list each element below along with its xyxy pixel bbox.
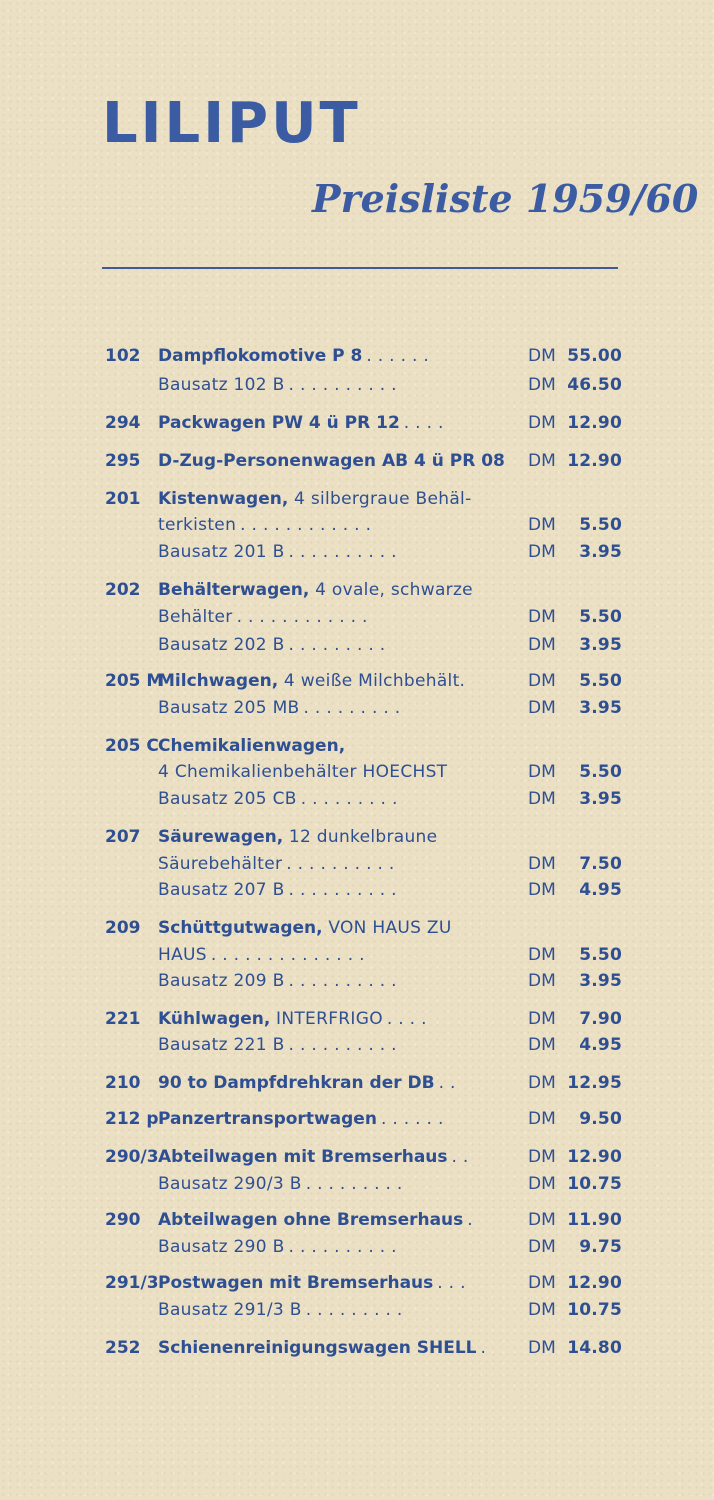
item-description	[158, 824, 514, 850]
item-detail: Bausatz 102 B	[158, 375, 285, 395]
list-item	[0, 733, 714, 759]
leader-dots: .	[480, 1338, 492, 1358]
item-description	[158, 1006, 514, 1032]
price-value: 14.80	[567, 1338, 622, 1358]
currency-label: DM	[528, 671, 556, 691]
currency-label: DM	[528, 854, 556, 874]
item-name: Panzertransportwagen	[158, 1109, 377, 1129]
price-value: 7.90	[579, 1009, 622, 1029]
price-value: 3.95	[579, 789, 622, 809]
price-value: 46.50	[567, 375, 622, 395]
leader-dots: ..........	[288, 880, 403, 900]
list-item	[0, 968, 714, 994]
list-item	[0, 1234, 714, 1260]
leader-dots	[452, 918, 456, 938]
item-name: Abteilwagen ohne Bremserhaus	[158, 1210, 464, 1230]
leader-dots: ............	[240, 515, 377, 535]
currency-label: DM	[528, 1174, 556, 1194]
item-description	[158, 577, 514, 603]
currency-label: DM	[528, 635, 556, 655]
item-detail: VON HAUS ZU	[322, 918, 452, 938]
item-description	[158, 968, 514, 994]
item-name: D-Zug-Personenwagen AB 4 ü PR 08	[158, 451, 505, 471]
leader-dots: ....	[403, 413, 450, 433]
leader-dots	[472, 489, 476, 509]
item-detail: HAUS	[158, 945, 207, 965]
item-name: Schienenreinigungswagen SHELL	[158, 1338, 477, 1358]
article-number: 212 p	[105, 1109, 159, 1129]
item-description	[158, 759, 514, 785]
price-value: 10.75	[567, 1174, 622, 1194]
item-description	[158, 448, 514, 474]
item-detail: Bausatz 221 B	[158, 1035, 285, 1055]
item-description	[158, 942, 514, 968]
currency-label: DM	[528, 1035, 556, 1055]
leader-dots: .........	[303, 698, 407, 718]
price-value: 4.95	[579, 1035, 622, 1055]
item-description	[158, 1144, 514, 1170]
currency-label: DM	[528, 451, 556, 471]
item-detail: 4 ovale, schwarze	[309, 580, 473, 600]
currency-label: DM	[528, 375, 556, 395]
leader-dots: ..........	[288, 375, 403, 395]
item-description	[158, 915, 514, 941]
price-value: 3.95	[579, 971, 622, 991]
list-item	[0, 604, 714, 630]
list-item	[0, 1207, 714, 1233]
item-detail: Säurebehälter	[158, 854, 283, 874]
article-number: 102	[105, 346, 141, 366]
item-detail: 4 weiße Milchbehält.	[278, 671, 466, 691]
item-description	[158, 343, 514, 369]
item-description	[158, 604, 514, 630]
price-value: 3.95	[579, 542, 622, 562]
article-number: 290	[105, 1210, 141, 1230]
currency-label: DM	[528, 1109, 556, 1129]
item-detail: Bausatz 291/3 B	[158, 1300, 302, 1320]
item-description	[158, 1070, 514, 1096]
currency-label: DM	[528, 698, 556, 718]
leader-dots	[505, 451, 509, 471]
item-description	[158, 877, 514, 903]
item-name: Kistenwagen,	[158, 489, 289, 509]
item-description	[158, 1171, 514, 1197]
list-item	[0, 632, 714, 658]
leader-dots	[465, 671, 469, 691]
item-description	[158, 512, 514, 538]
item-detail: Bausatz 209 B	[158, 971, 285, 991]
list-item	[0, 1270, 714, 1296]
leader-dots: ......	[380, 1109, 450, 1129]
price-value: 4.95	[579, 880, 622, 900]
price-value: 12.90	[567, 1147, 622, 1167]
price-value: 11.90	[567, 1210, 622, 1230]
list-item	[0, 1144, 714, 1170]
article-number: 201	[105, 489, 141, 509]
article-number: 295	[105, 451, 141, 471]
list-item	[0, 759, 714, 785]
currency-label: DM	[528, 1147, 556, 1167]
currency-label: DM	[528, 1073, 556, 1093]
item-description	[158, 632, 514, 658]
leader-dots	[345, 736, 349, 756]
list-item	[0, 486, 714, 512]
item-name: Behälterwagen,	[158, 580, 310, 600]
item-detail: Bausatz 202 B	[158, 635, 285, 655]
list-item	[0, 668, 714, 694]
item-name: Kühlwagen,	[158, 1009, 271, 1029]
item-name: Chemikalienwagen,	[158, 736, 346, 756]
currency-label: DM	[528, 1273, 556, 1293]
currency-label: DM	[528, 1237, 556, 1257]
item-description	[158, 733, 514, 759]
list-item	[0, 1171, 714, 1197]
leader-dots: ......	[366, 346, 435, 366]
leader-dots: ..	[438, 1073, 462, 1093]
leader-dots: .	[467, 1210, 479, 1230]
item-detail: Bausatz 290/3 B	[158, 1174, 302, 1194]
item-description	[158, 695, 514, 721]
price-value: 55.00	[567, 346, 622, 366]
price-value: 5.50	[579, 945, 622, 965]
price-value: 7.50	[579, 854, 622, 874]
price-value: 5.50	[579, 762, 622, 782]
article-number: 291/3	[105, 1273, 159, 1293]
leader-dots: ...	[437, 1273, 472, 1293]
currency-label: DM	[528, 607, 556, 627]
list-item	[0, 786, 714, 812]
list-item	[0, 1070, 714, 1096]
list-item	[0, 448, 714, 474]
leader-dots: .........	[300, 789, 404, 809]
price-value: 5.50	[579, 671, 622, 691]
price-value: 12.90	[567, 451, 622, 471]
price-value: 9.75	[579, 1237, 622, 1257]
item-name: Milchwagen,	[158, 671, 279, 691]
item-description	[158, 1207, 514, 1233]
item-description	[158, 1335, 514, 1361]
price-value: 9.50	[579, 1109, 622, 1129]
currency-label: DM	[528, 346, 556, 366]
item-description	[158, 1297, 514, 1323]
item-description	[158, 539, 514, 565]
leader-dots	[447, 762, 451, 782]
item-name: Packwagen PW 4 ü PR 12	[158, 413, 400, 433]
list-item	[0, 695, 714, 721]
item-detail: Bausatz 205 CB	[158, 789, 297, 809]
currency-label: DM	[528, 413, 556, 433]
item-detail: terkisten	[158, 515, 237, 535]
price-value: 3.95	[579, 698, 622, 718]
currency-label: DM	[528, 1300, 556, 1320]
item-name: 90 to Dampfdrehkran der DB	[158, 1073, 435, 1093]
item-detail: Behälter	[158, 607, 233, 627]
item-detail: Bausatz 201 B	[158, 542, 285, 562]
currency-label: DM	[528, 1210, 556, 1230]
list-item	[0, 915, 714, 941]
leader-dots: ..	[451, 1147, 475, 1167]
price-value: 12.90	[567, 413, 622, 433]
item-description	[158, 851, 514, 877]
list-item	[0, 851, 714, 877]
list-item	[0, 512, 714, 538]
leader-dots: ..........	[288, 1237, 403, 1257]
list-item	[0, 824, 714, 850]
list-item	[0, 410, 714, 436]
price-value: 5.50	[579, 515, 622, 535]
list-item	[0, 1006, 714, 1032]
item-description	[158, 668, 514, 694]
list-item	[0, 539, 714, 565]
item-description	[158, 486, 514, 512]
list-item	[0, 343, 714, 369]
article-number: 252	[105, 1338, 141, 1358]
currency-label: DM	[528, 971, 556, 991]
price-value: 12.95	[567, 1073, 622, 1093]
item-detail: 4 Chemikalienbehälter HOECHST	[158, 762, 448, 782]
article-number: 210	[105, 1073, 141, 1093]
item-description	[158, 1106, 514, 1132]
article-number: 290/3	[105, 1147, 159, 1167]
leader-dots: ..........	[288, 542, 403, 562]
currency-label: DM	[528, 880, 556, 900]
leader-dots: ............	[236, 607, 374, 627]
leader-dots: ..........	[286, 854, 401, 874]
article-number: 207	[105, 827, 141, 847]
item-detail: 4 silbergraue Behäl-	[288, 489, 472, 509]
item-name: Schüttgutwagen,	[158, 918, 323, 938]
article-number: 209	[105, 918, 141, 938]
list-item	[0, 942, 714, 968]
list-item	[0, 1106, 714, 1132]
item-name: Abteilwagen mit Bremserhaus	[158, 1147, 448, 1167]
item-description	[158, 1234, 514, 1260]
item-detail: Bausatz 205 MB	[158, 698, 300, 718]
leader-dots: ....	[386, 1009, 433, 1029]
list-item	[0, 877, 714, 903]
list-item	[0, 1032, 714, 1058]
item-description	[158, 410, 514, 436]
item-description	[158, 372, 514, 398]
item-detail: Bausatz 290 B	[158, 1237, 285, 1257]
article-number: 202	[105, 580, 141, 600]
leader-dots	[437, 827, 441, 847]
currency-label: DM	[528, 1338, 556, 1358]
brand-title: LILIPUT	[102, 91, 361, 156]
currency-label: DM	[528, 515, 556, 535]
currency-label: DM	[528, 762, 556, 782]
article-number: 221	[105, 1009, 141, 1029]
leader-dots: ..........	[288, 1035, 403, 1055]
article-number: 205 C	[105, 736, 159, 756]
item-description	[158, 1270, 514, 1296]
currency-label: DM	[528, 945, 556, 965]
price-value: 3.95	[579, 635, 622, 655]
leader-dots: .........	[305, 1300, 409, 1320]
item-name: Postwagen mit Bremserhaus	[158, 1273, 434, 1293]
leader-dots: ..........	[288, 971, 403, 991]
price-value: 10.75	[567, 1300, 622, 1320]
item-detail: Bausatz 207 B	[158, 880, 285, 900]
leader-dots: .........	[305, 1174, 409, 1194]
article-number: 205 M	[105, 671, 164, 691]
leader-dots	[473, 580, 477, 600]
item-description	[158, 786, 514, 812]
list-item	[0, 1297, 714, 1323]
price-value: 5.50	[579, 607, 622, 627]
item-detail: INTERFRIGO	[270, 1009, 383, 1029]
item-name: Dampflokomotive P 8	[158, 346, 363, 366]
currency-label: DM	[528, 542, 556, 562]
list-item	[0, 372, 714, 398]
article-number: 294	[105, 413, 141, 433]
item-description	[158, 1032, 514, 1058]
list-item	[0, 1335, 714, 1361]
item-name: Säurewagen,	[158, 827, 284, 847]
price-value: 12.90	[567, 1273, 622, 1293]
list-item	[0, 577, 714, 603]
currency-label: DM	[528, 1009, 556, 1029]
item-detail: 12 dunkelbraune	[283, 827, 438, 847]
price-list-subtitle: Preisliste 1959/60	[312, 176, 699, 221]
leader-dots: .........	[288, 635, 392, 655]
leader-dots: ..............	[210, 945, 371, 965]
currency-label: DM	[528, 789, 556, 809]
